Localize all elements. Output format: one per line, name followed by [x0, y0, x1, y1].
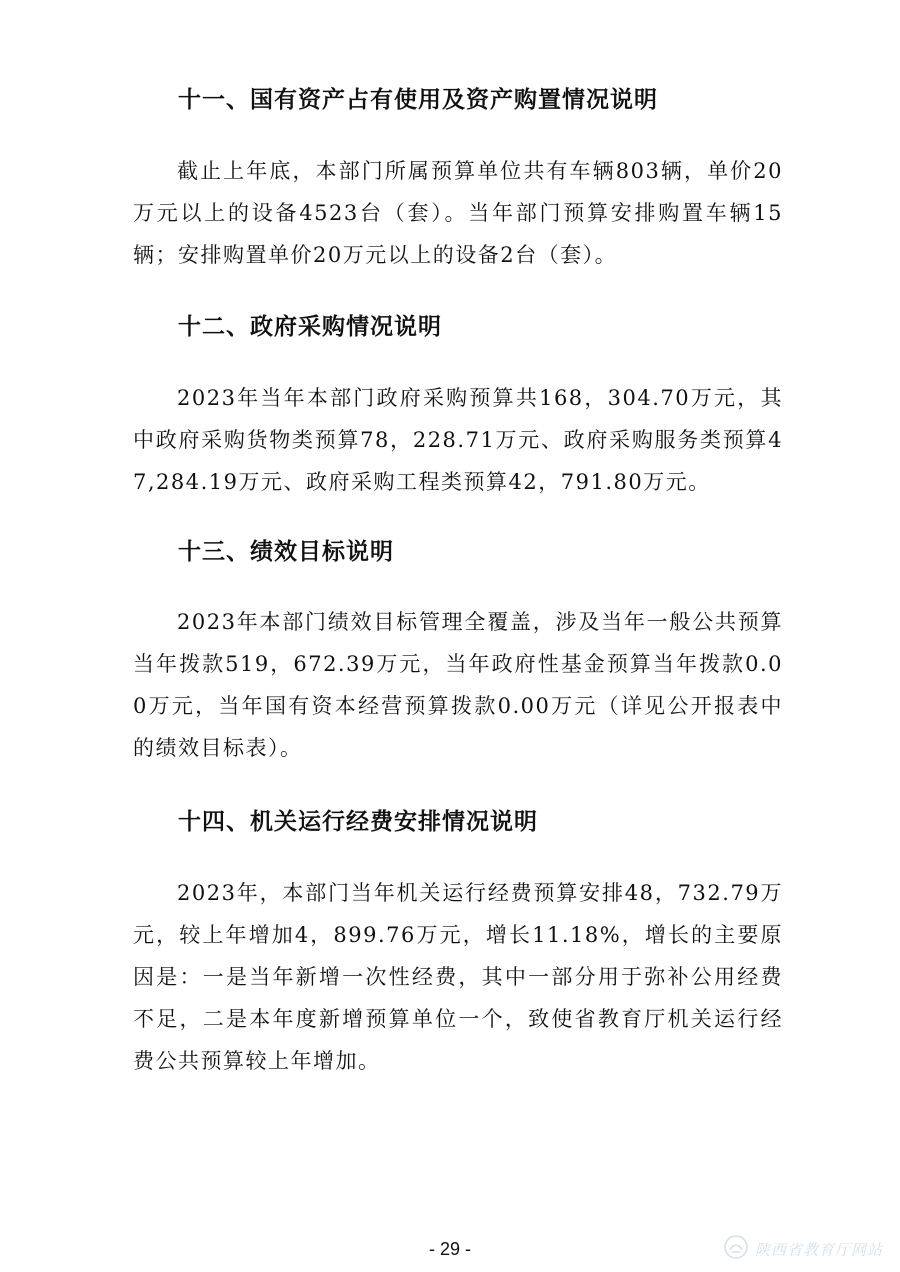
section-body-operating-funds: 2023年，本部门当年机关运行经费预算安排48，732.79万元，较上年增加4，899.76万元，增长11.18%，增长的主要原因是：一是当年新增一次性经费，其中一部分用于弥补公用经费不足，二是本年度新增预算单位一个，致使省教育厅机关运行经费公共预算较上年增加。: [133, 881, 783, 1073]
watermark: [723, 1232, 893, 1266]
watermark-logo-icon: [723, 1234, 749, 1265]
section-body-performance: 2023年本部门绩效目标管理全覆盖，涉及当年一般公共预算当年拨款519，672.39万元，当年政府性基金预算当年拨款0.00万元，当年国有资本经营预算拨款0.00万元（详见公开报表中的绩效目标表）。: [133, 610, 783, 760]
section-heading-assets: 十一、国有资产占有使用及资产购置情况说明: [178, 87, 658, 113]
watermark-text: 陕西省教育厅网站: [755, 1240, 884, 1259]
section-body-procurement: 2023年当年本部门政府采购预算共168，304.70万元，其中政府采购货物类预算78，228.71万元、政府采购服务类预算47,284.19万元、政府采购工程类预算42，791.80万元。: [133, 386, 783, 494]
section-heading-procurement: 十二、政府采购情况说明: [178, 314, 442, 340]
section-heading-operating-funds: 十四、机关运行经费安排情况说明: [178, 809, 538, 835]
section-heading-performance: 十三、绩效目标说明: [178, 539, 394, 565]
section-body-assets: 截止上年底，本部门所属预算单位共有车辆803辆，单价20万元以上的设备4523台（套）。当年部门预算安排购置车辆15辆；安排购置单价20万元以上的设备2台（套）。: [133, 159, 783, 267]
page-number: - 29 -: [428, 1239, 471, 1259]
